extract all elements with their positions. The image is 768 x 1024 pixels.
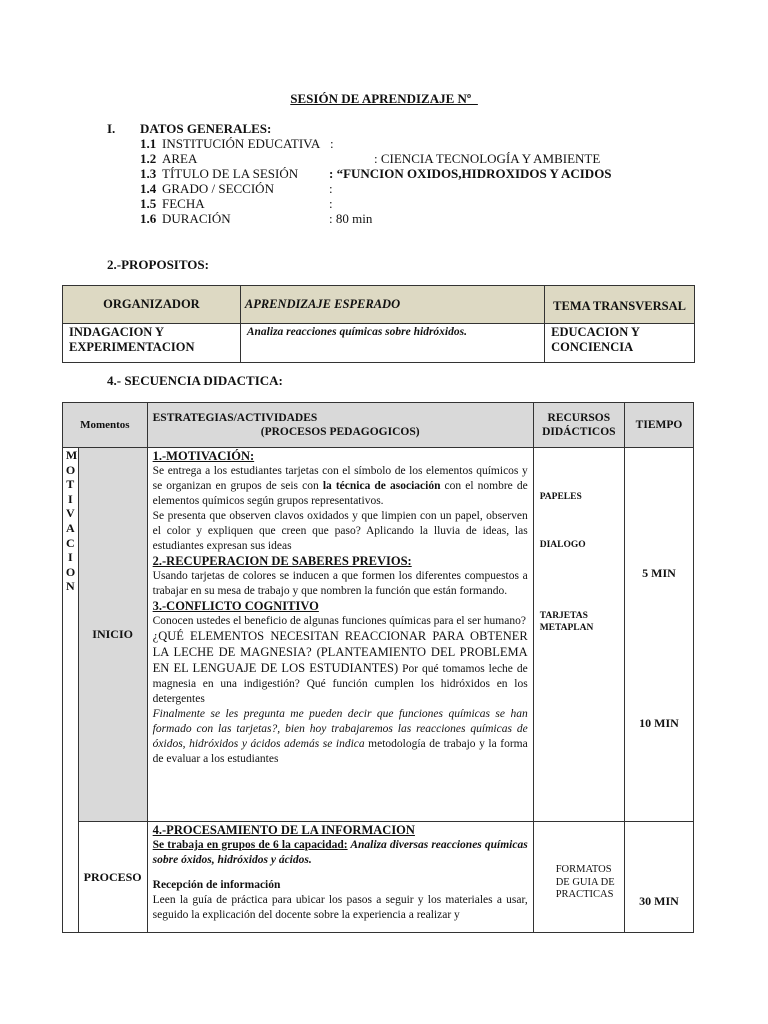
conflicto-paragraph-1: Conocen ustedes el beneficio de algunas funciones químicas para el ser humano? [152, 615, 526, 627]
time-30min: 30 MIN [639, 894, 679, 908]
time-5min: 5 MIN [642, 566, 676, 580]
time-inicio [624, 448, 693, 822]
cell-aprendizaje: Analiza reacciones químicas sobre hidróxidos. [240, 324, 544, 363]
row-number: 1.1 [140, 136, 157, 151]
saberes-paragraph: Usando tarjetas de colores se inducen a que formen los diferentes compuestos a trabajar en su mesa de trabajo y que nombren la función que están formando. [152, 570, 528, 597]
header-estrategias-line2: (PROCESOS PEDAGOGICOS) [260, 426, 420, 438]
conflicto-paragraph-2 [153, 629, 528, 707]
row-number: 1.2 [140, 151, 157, 166]
motivacion-paragraph-1 [153, 464, 528, 509]
header-estrategias [147, 403, 533, 448]
motivacion-paragraph-2: Se presenta que observen clavos oxidados y que limpien con un papel, observen el color y expliquen que creen que paso? Aplicando la lluvia de ideas, las estudiantes expresan sus ideas [152, 510, 528, 552]
text-italic: Finalmente se les pregunta me pueden decir que funciones químicas se han formado con las tarjetas?, bien hoy trabajaremos las reacciones químicas de óxidos, hidróxidos y ácidos además se indica [152, 708, 528, 750]
section1-number: I. [107, 121, 116, 136]
text-bold: la técnica de asociación [322, 480, 441, 492]
recepcion-title: Recepción de información [152, 879, 281, 891]
section4-heading: 4.- SECUENCIA DIDACTICA: [107, 373, 283, 388]
row-label: INSTITUCIÓN EDUCATIVA [162, 136, 321, 151]
time-proceso [624, 822, 693, 933]
row-label: TÍTULO DE LA SESIÓN [162, 166, 299, 181]
resources-inicio [533, 448, 624, 822]
header-estrategias-line1: ESTRATEGIAS/ACTIVIDADES [152, 412, 318, 424]
conflicto-paragraph-3 [153, 707, 528, 767]
header-momentos: Momentos [63, 403, 148, 448]
header-tiempo: TIEMPO [624, 403, 693, 448]
text: metodología de trabajo y la forma de evaluar a los estudiantes [152, 738, 528, 765]
motivacion-title: 1.-MOTIVACIÓN: [152, 449, 255, 463]
header-tema: TEMA TRANSVERSAL [545, 286, 695, 324]
header-organizador: ORGANIZADOR [63, 286, 241, 324]
row-number: 1.5 [140, 196, 157, 211]
cell-tema: EDUCACION Y CONCIENCIA [545, 324, 695, 363]
row-value: : [329, 181, 333, 196]
momento-proceso: PROCESO [78, 822, 147, 933]
vertical-label-motivacion [63, 448, 79, 933]
time-10min: 10 MIN [639, 716, 679, 730]
momento-inicio: INICIO [78, 448, 147, 822]
row-number: 1.3 [140, 166, 157, 181]
strategies-proceso [147, 822, 533, 933]
row-value: : [329, 196, 333, 211]
procesamiento-title: 4.-PROCESAMIENTO DE LA INFORMACION [152, 823, 415, 837]
row-value: : “FUNCION OXIDOS,HIDROXIDOS Y ACIDOS [329, 166, 612, 181]
page-title: SESIÓN DE APRENDIZAJE Nº_ [290, 91, 478, 106]
row-label: GRADO / SECCIÓN [162, 181, 274, 196]
header-recursos: RECURSOS DIDÁCTICOS [533, 403, 624, 448]
resources-proceso [533, 822, 624, 933]
text: Se entrega a los estudiantes tarjetas con el símbolo de los elementos químicos y se organizan en grupos de seis con [152, 465, 528, 492]
resource-papeles: PAPELES [539, 492, 582, 502]
row-value: : CIENCIA TECNOLOGÍA Y AMBIENTE [374, 151, 601, 166]
row-value: : 80 min [329, 211, 373, 226]
row-number: 1.4 [140, 181, 157, 196]
row-label: FECHA [162, 196, 205, 211]
text-bold-italic: Analiza diversas reacciones químicas sobre óxidos, hidróxidos y ácidos. [152, 839, 528, 866]
row-number: 1.6 [140, 211, 157, 226]
spacer [153, 868, 528, 878]
text: con el nombre de elementos químicos según grupos representativos. [152, 480, 528, 507]
text-upper: ¿QUÉ ELEMENTOS NECESITAN REACCIONAR PARA OBTENER LA LECHE DE MAGNESIA? (PLANTEAMIENTO DEL PROBLEMA EN EL LENGUAJE DE LOS ESTUDIANTES) [152, 629, 528, 675]
cell-organizador: INDAGACION Y EXPERIMENTACION [63, 324, 241, 363]
vertical-letters [63, 448, 78, 594]
vertical-label-text: MOTIVACION [65, 448, 78, 594]
procesamiento-paragraph [153, 838, 528, 868]
header-aprendizaje: APRENDIZAJE ESPERADO [240, 286, 544, 324]
resource-dialogo: DIALOGO [539, 540, 586, 550]
conflicto-title: 3.-CONFLICTO COGNITIVO [152, 599, 319, 613]
saberes-title: 2.-RECUPERACION DE SABERES PREVIOS: [152, 554, 412, 568]
resource-tarjetas: TARJETAS METAPLAN [539, 611, 594, 633]
row-value: : [330, 136, 334, 151]
strategies-inicio [147, 448, 533, 822]
resource-formatos: FORMATOS DE GUIA DE PRACTICAS [555, 864, 615, 900]
propositos-table [62, 285, 695, 363]
text-bold-underline: Se trabaja en grupos de 6 la capacidad: [152, 839, 348, 851]
section1-heading: DATOS GENERALES: [140, 121, 272, 136]
row-label: DURACIÓN [162, 211, 231, 226]
recepcion-paragraph: Leen la guía de práctica para ubicar los pasos a seguir y los materiales a usar, seguido la explicación del docente sobre la experiencia a realizar y [152, 894, 528, 921]
section2-heading: 2.-PROPOSITOS: [107, 257, 209, 272]
text: Por qué tomamos leche de magnesia en una indigestión? Qué función cumplen los hidróxidos en los detergentes [152, 663, 528, 705]
secuencia-table [62, 402, 694, 933]
row-label: AREA [162, 151, 198, 166]
